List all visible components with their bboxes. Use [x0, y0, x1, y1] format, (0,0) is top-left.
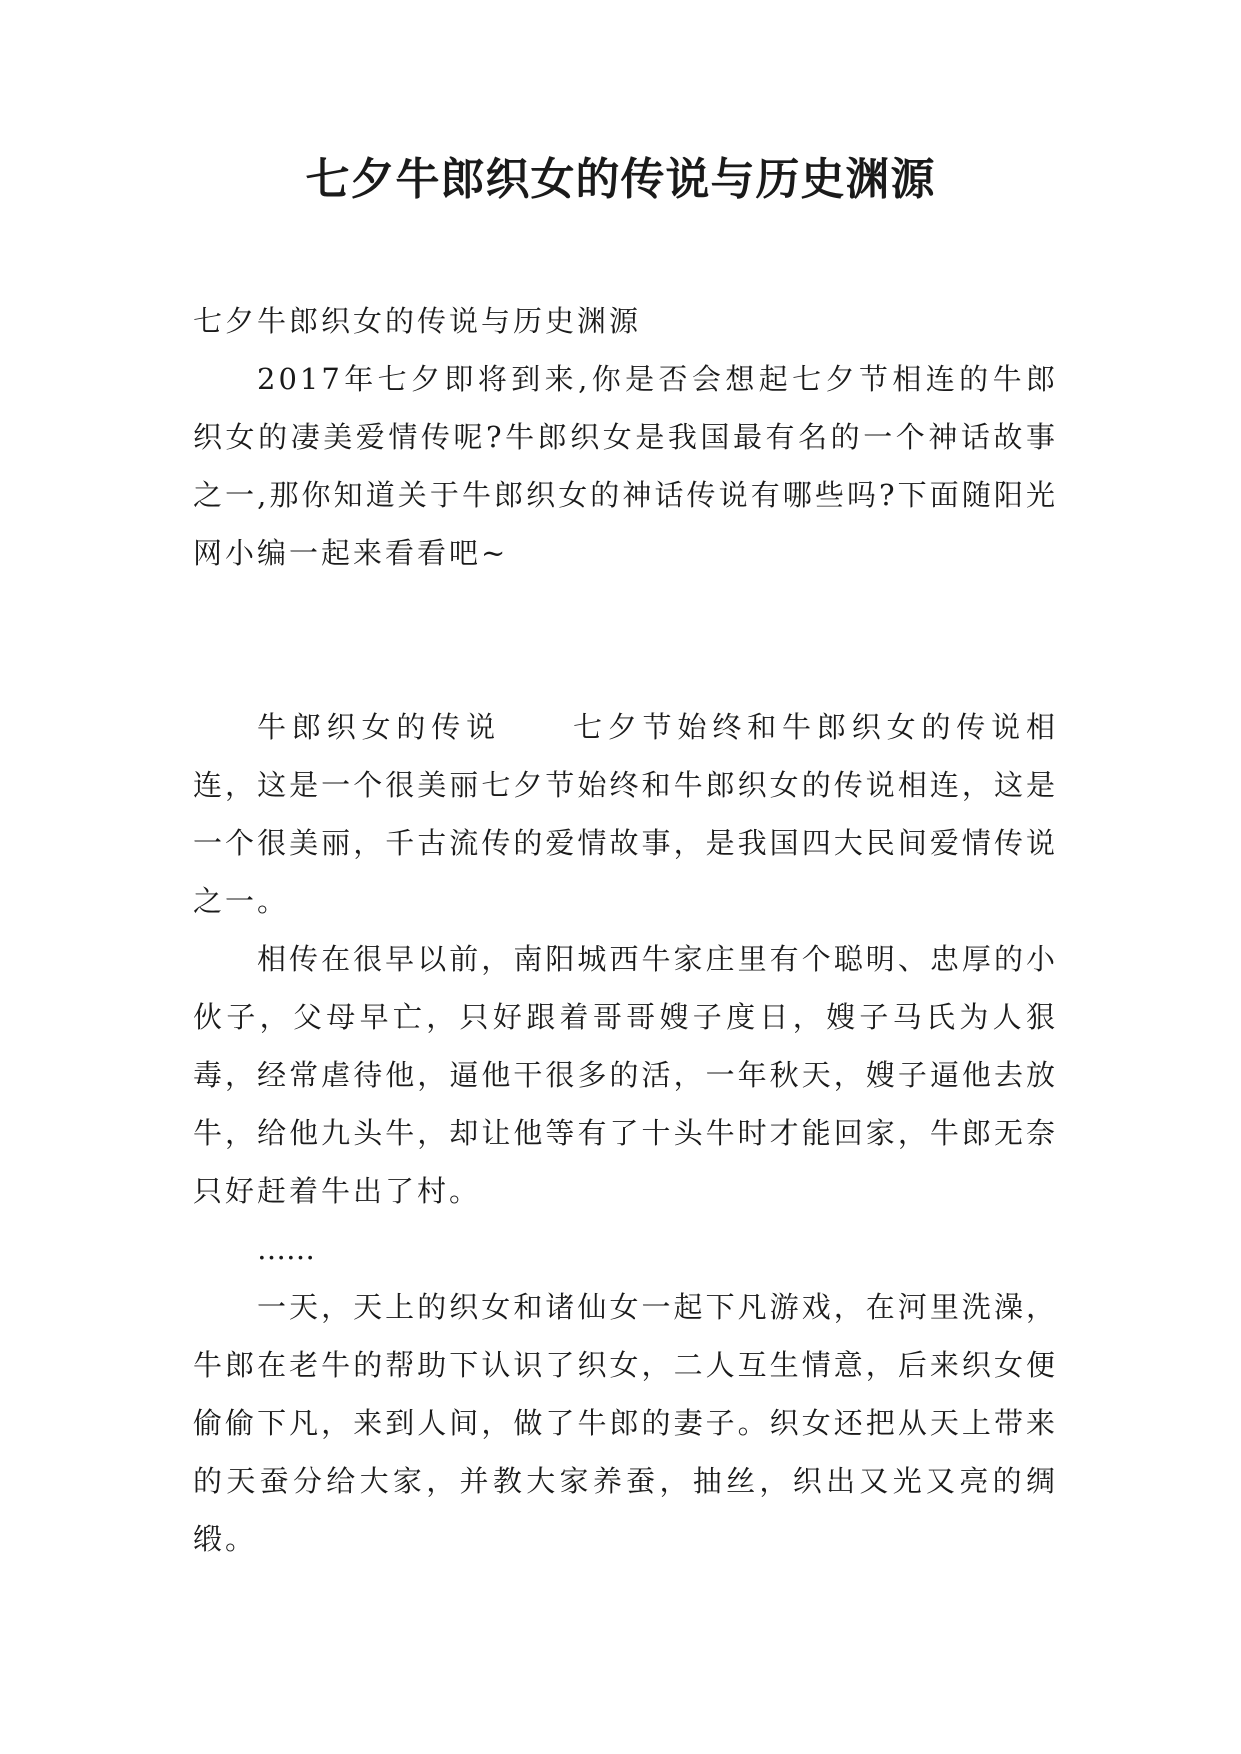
intro-paragraph: 2017年七夕即将到来,你是否会想起七夕节相连的牛郎织女的凄美爱情传呢?牛郎织女是我国最有名的一个神话故事之一,那你知道关于牛郎织女的神话传说有哪些吗?下面随阳光网小编一起来看看吧~ — [193, 362, 1058, 570]
document-body — [193, 292, 1058, 1568]
story-paragraph-1: 相传在很早以前，南阳城西牛家庄里有个聪明、忠厚的小伙子，父母早亡，只好跟着哥哥嫂子度日，嫂子马氏为人狠毒，经常虐待他，逼他干很多的活，一年秋天，嫂子逼他去放牛，给他九头牛，却让他等有了十头牛时才能回家，牛郎无奈只好赶着牛出了村。 — [193, 942, 1058, 1208]
legend-paragraph — [193, 698, 1058, 930]
document-title: 七夕牛郎织女的传说与历史渊源 — [305, 154, 936, 205]
document-subtitle: 七夕牛郎织女的传说与历史渊源 — [193, 304, 642, 338]
legend-heading: 牛郎织女的传说 — [257, 710, 501, 744]
story-paragraph-2: 一天，天上的织女和诸仙女一起下凡游戏，在河里洗澡，牛郎在老牛的帮助下认识了织女，二人互生情意，后来织女便偷偷下凡，来到人间，做了牛郎的妻子。织女还把从天上带来的天蚕分给大家，并教大家养蚕，抽丝，织出又光又亮的绸缎。 — [193, 1290, 1058, 1556]
legend-text: 七夕节始终和牛郎织女的传说相连，这是一个很美丽七夕节始终和牛郎织女的传说相连，这是一个很美丽，千古流传的爱情故事，是我国四大民间爱情传说之一。 — [193, 710, 1058, 918]
paragraph-gap — [193, 582, 1058, 698]
ellipsis-line: …… — [257, 1232, 315, 1266]
